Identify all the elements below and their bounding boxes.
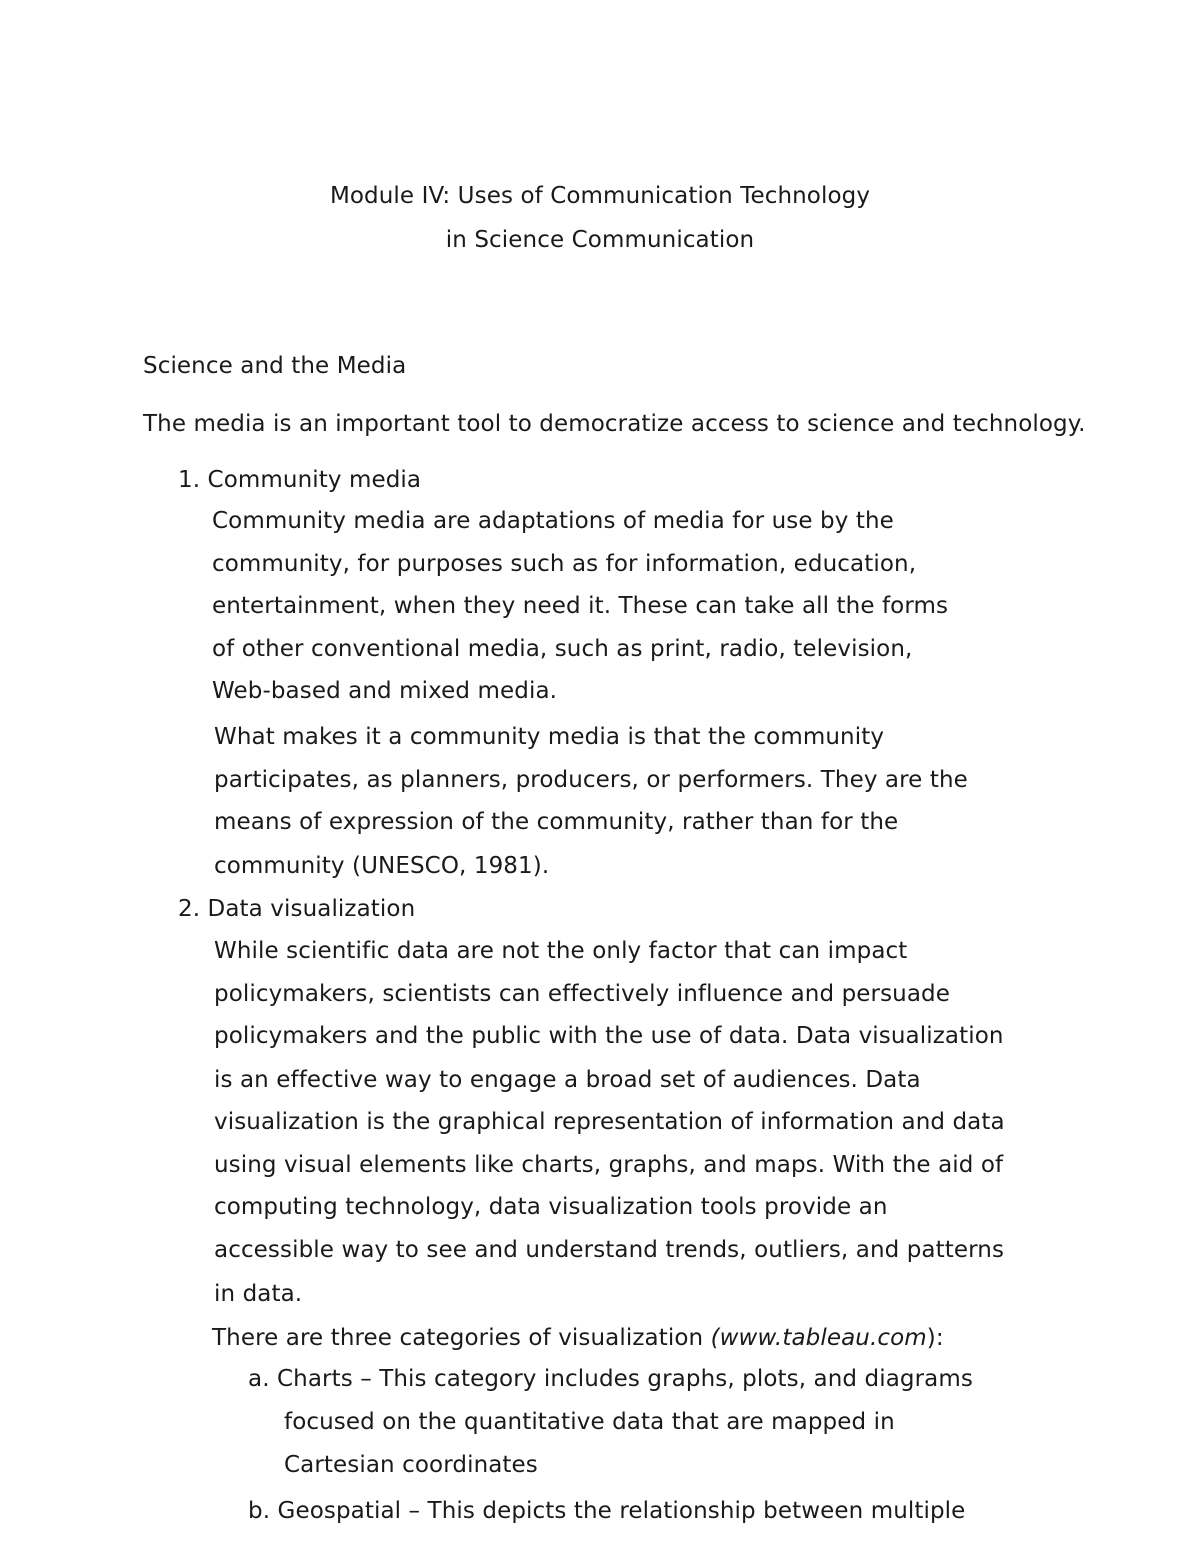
categories-intro [212,1323,944,1353]
source-citation: (www.tableau.com [710,1325,927,1351]
document-title-line-1: Module IV: Uses of Communication Technology [329,183,871,209]
paragraph-line: policymakers, scientists can effectively influence and persuade [214,981,950,1007]
subitem-charts: a. Charts – This category includes graphs, plots, and diagrams [248,1366,973,1392]
intro-paragraph: The media is an important tool to democratize access to science and technology. [143,411,1086,437]
item-heading-community-media: 1. Community media [178,467,422,493]
paragraph-line: accessible way to see and understand trends, outliers, and patterns [214,1237,1005,1263]
item-heading-data-visualization: 2. Data visualization [178,896,416,922]
paragraph-line: policymakers and the public with the use of data. Data visualization [214,1023,1004,1049]
paragraph-line: of other conventional media, such as print, radio, television, [212,636,913,662]
paragraph-line: community, for purposes such as for information, education, [212,551,917,577]
document-title-line-2: in Science Communication [445,227,755,253]
categories-intro-text: There are three categories of visualization [212,1325,711,1351]
paragraph-line: computing technology, data visualization tools provide an [214,1194,888,1220]
paragraph-line: using visual elements like charts, graphs, and maps. With the aid of [214,1152,1004,1178]
paragraph-line: visualization is the graphical representation of information and data [214,1109,1005,1135]
paragraph-line: entertainment, when they need it. These can take all the forms [212,593,949,619]
subitem-geospatial: b. Geospatial – This depicts the relationship between multiple [248,1498,966,1524]
paragraph-line: While scientific data are not the only factor that can impact [214,938,908,964]
section-heading: Science and the Media [143,353,407,379]
paragraph-line: Community media are adaptations of media for use by the [212,508,894,534]
paragraph-line: participates, as planners, producers, or performers. They are the [214,767,968,793]
paragraph-line: in data. [214,1281,303,1307]
subitem-charts-continuation: focused on the quantitative data that are mapped in [284,1409,895,1435]
paragraph-line: means of expression of the community, rather than for the [214,809,899,835]
paragraph-line: is an effective way to engage a broad set of audiences. Data [214,1067,921,1093]
paragraph-line: community (UNESCO, 1981). [214,853,550,879]
paragraph-line: What makes it a community media is that the community [214,724,885,750]
subitem-charts-continuation: Cartesian coordinates [284,1452,538,1478]
categories-intro-suffix: ): [926,1325,944,1351]
paragraph-line: Web-based and mixed media. [212,678,558,704]
